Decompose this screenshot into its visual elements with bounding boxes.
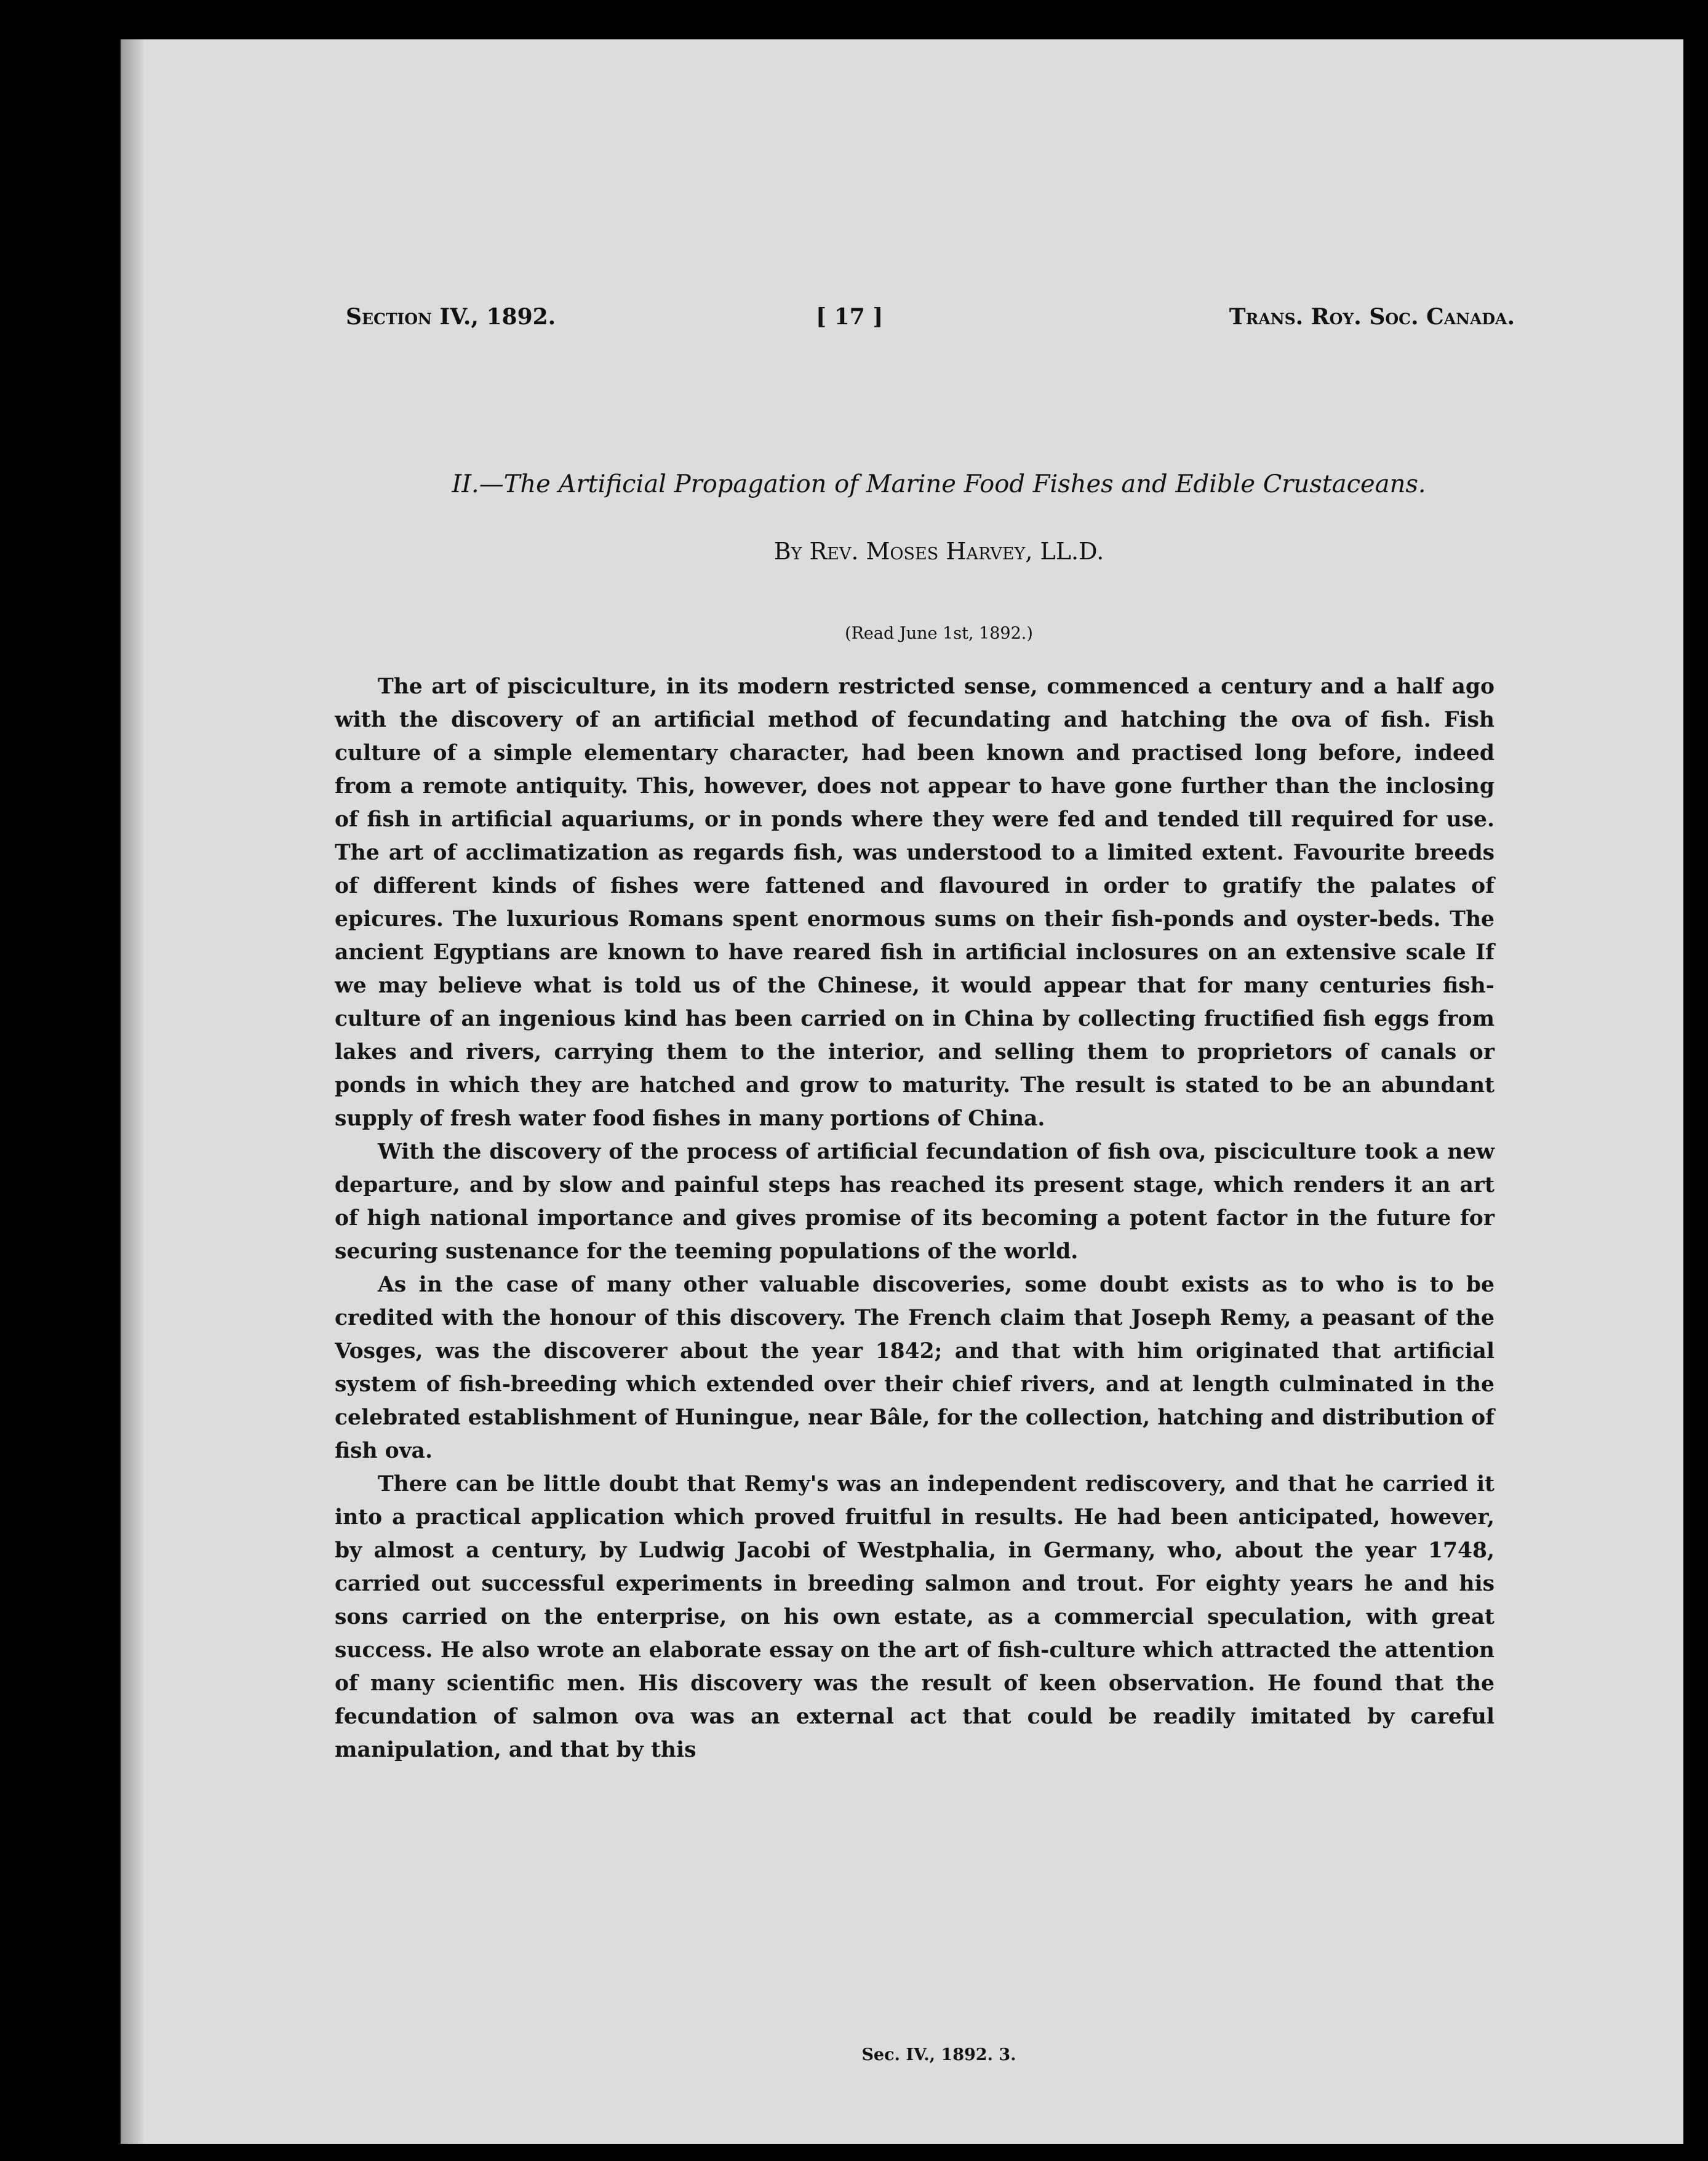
paragraph: The art of pisciculture, in its modern restricted sense, commenced a century and a half ago with the discovery of an artificial method of fecundating and hatching the ova of fish. Fish culture of a simple elementary character, had been known and practised long before, indeed from a remote antiquity. This, however, does not appear to have gone further than the inclosing of fish in artificial aquariums, or in ponds where they were fed and tended till required for use. The art of acclimatization as regards fish, was understood to a limited extent. Favourite breeds of different kinds of fishes were fattened and flavoured in order to gratify the palates of epicures. The luxurious Romans spent enormous sums on their fish-ponds and oyster-beds. The ancient Egyptians are known to have reared fish in artificial inclosures on an extensive scale If we may believe what is told us of the Chinese, it would appear that for many centuries fish-culture of an ingenious kind has been carried on in China by collecting fructified fish eggs from lakes and rivers, carrying them to the interior, and selling them to proprietors of canals or ponds in which they are hatched and grow to maturity. The result is stated to be an abundant supply of fresh water food fishes in many portions of China. xyxy=(335,674,1494,1131)
signature-footer: Sec. IV., 1892. 3. xyxy=(861,2045,1016,2064)
paragraph: As in the case of many other valuable discoveries, some doubt exists as to who is to be credited with the honour of this discovery. The French claim that Joseph Remy, a peasant of the Vosges, was the discoverer about the year 1842; and that with him originated that artificial system of fish-breeding which extended over their chief rivers, and at length culminated in the celebrated establishment of Huningue, near Bâle, for the collection, hatching and distribution of fish ova. xyxy=(335,1272,1494,1463)
document-page xyxy=(121,39,1683,2144)
header-page-number: [ 17 ] xyxy=(816,304,884,330)
paragraph: There can be little doubt that Remy's was an independent rediscovery, and that he carried it into a practical application which proved fruitful in results. He had been anticipated, however, by almost a century, by Ludwig Jacobi of Westphalia, in Germany, who, about the year 1748, carried out successful experiments in breeding salmon and trout. For eighty years he and his sons carried on the enterprise, on his own estate, as a commercial speculation, with great success. He also wrote an elaborate essay on the art of fish-culture which attracted the attention of many scientific men. His discovery was the result of keen observation. He found that the fecundation of salmon ova was an external act that could be readily imitated by careful manipulation, and that by this xyxy=(335,1472,1494,1762)
article-title: II.—The Artificial Propagation of Marine Food Fishes and Edible Crustaceans. xyxy=(452,470,1426,498)
paragraph: With the discovery of the process of artificial fecundation of fish ova, pisciculture took a new departure, and by slow and painful steps has reached its present stage, which renders it an art of high national importance and gives promise of its becoming a potent factor in the future for securing sustenance for the teeming populations of the world. xyxy=(335,1140,1494,1264)
header-section: Section IV., 1892. xyxy=(346,304,556,330)
header-journal: Trans. Roy. Soc. Canada. xyxy=(1229,304,1515,330)
running-header xyxy=(346,304,1515,341)
article-body xyxy=(335,670,1494,1767)
article-author: By Rev. Moses Harvey, LL.D. xyxy=(773,538,1104,565)
read-date: (Read June 1st, 1892.) xyxy=(845,624,1033,643)
